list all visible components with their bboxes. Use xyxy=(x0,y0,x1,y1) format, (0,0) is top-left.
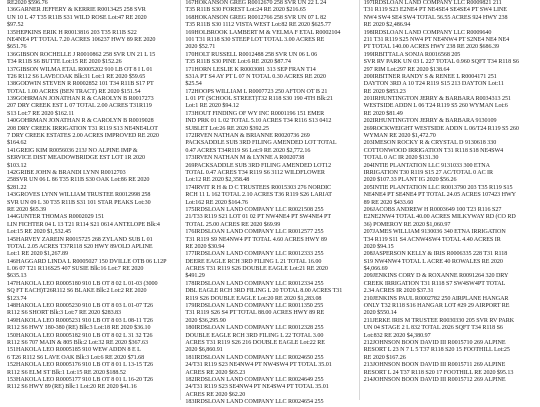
listing-line: Lot:1 RE 2020 $94.12 xyxy=(185,103,239,110)
listing-line: $123.74 xyxy=(7,295,27,302)
listing-line: T34 R119 S11 S4 ACNW4SW4 TOTAL 4.40 ACRES IR xyxy=(363,236,501,243)
listing-line: RE2020 $596.76 xyxy=(7,0,48,6)
listing-line: 180IRDSLOAN LAND COMPANY LLC R0012328 255 xyxy=(185,325,324,332)
listing-line: 175IRDSLOAN LAND COMPANY LLC R0021508 255 xyxy=(185,206,324,213)
listing-line: R112 S6 707 MAIN & 805 Blk:2 Lot:32 RE 2020 $367.63 xyxy=(7,339,148,346)
listing-line: T31 R119 S23 E2NE4 PT NE4SE4 SE4SE4 PT SW4 LINE xyxy=(363,7,507,14)
listing-line: 2020 $550.14 xyxy=(363,310,397,317)
listing-line: 177IRDSLOAN LAND COMPANY LLC R0012333 255 xyxy=(185,251,324,258)
listing-line: WYMAN RE 2020 $1,472.70 xyxy=(363,133,436,140)
listing-line: $97.52 xyxy=(7,22,24,29)
listing-line: 143GROVES LYNN WILLIAM TRUSTEE R0012998 258 xyxy=(7,192,151,199)
listing-line: 269PACKSADDLE SUB 3RD FILING AMENDED LOT12 xyxy=(185,162,332,169)
listing-line: 147HAKOLA LEO R0005180 910 LB OT 8 02 L 01-03 (3000 xyxy=(7,280,158,287)
listing-line: 179IRDSLOAN LAND COMPANY LLC R0011350 255 xyxy=(185,303,324,310)
listing-line: DBL EAGLE RCH 3RD FILING L 20 TOTAL 8.00 ACRES T31 xyxy=(185,288,343,295)
listing-line: $164.62 xyxy=(7,140,27,147)
listing-line: RESORT L 24 T37 R118 S20 17 FOOTHILL RE 2020 $95.13 xyxy=(363,369,514,376)
listing-line: R112 S6 ELM ST Blk:1 Lot:15 RE 2020 $188.52 xyxy=(7,369,126,376)
listing-line: 197IRDSLOAN LAND COMPANY LLC R0009821 211 xyxy=(363,0,502,6)
listing-line: 178IRDSLOAN LAND COMPANY LLC R0012334 255 xyxy=(185,280,324,287)
listing-line: 135HEPKINS ERIK H R0013816 203 T35 R11B S22 xyxy=(7,29,137,36)
listing-line: WESTSIDE ADDN L 06 T24 R119 S5 260 WYMAN Lot:6 xyxy=(363,103,508,110)
listing-line: 148HAKOLA LEO R0005230 910 LB OT 8 03 L 01-07 T26 xyxy=(7,303,154,310)
listing-line: TOTAL 0.47 ACRES T34 R119 S6 3112 WILDFLOWER xyxy=(185,169,325,176)
listing-line: 171HORN LESLIE K R0003081 313 SEP FRAN T14 xyxy=(185,66,316,73)
listing-line: 199IRBITTALA SONJA R0016568 205 xyxy=(363,51,461,58)
listing-line: $651.76 xyxy=(7,44,27,51)
listing-line: 172IRVEN NATHAN & BRIANNE R0020736 269 xyxy=(185,133,310,140)
listing-line: PACKSADDLE SUB 3RD FILING AMENDED LOT TOTAL xyxy=(185,140,337,147)
listing-line: Lot:15 RE 2020 $1,532.45 xyxy=(7,229,71,236)
listing-line: 139GOHRMAN JONATHAN R & CAROLYN B R0017273 xyxy=(7,96,154,103)
listing-line: RE 2020 $853.23 xyxy=(363,88,406,95)
listing-line: 176IRDSLOAN LAND COMPANY LLC R0012577 255 xyxy=(185,229,324,236)
listing-line: 2020 $94.15 xyxy=(363,243,394,250)
listing-line: $491.29 xyxy=(185,273,205,280)
listing-line: 297 RIM Lot:297 RE 2020 $138.64 xyxy=(363,66,450,73)
listing-line: ONLY T32 R118 S16 HANGAR LOT #29 29 AIRPORT RE xyxy=(363,303,510,310)
listing-line: ACRES RE 2020 $62.20 xyxy=(185,391,246,398)
listing-line: 214JOHNSON BOON DAVID III R0015712 269 ALPINE xyxy=(363,376,506,383)
listing-line: 24/T31 R119 S23 SE4NW4 PT NE4SW4 PT TOTAL 35.01 xyxy=(185,384,329,391)
listing-line: R119 S26 DOUBLE EAGLE Lot:20 RE 2020 $1,283.08 xyxy=(185,295,322,302)
listing-line: R112 S6 SHORT Blk:3 Lot:7 RE 2020 $283.83 xyxy=(7,310,122,317)
listing-line: S31A PT S4 AY PT L 07 N TOTAL 0.30 ACRES RE 2020 xyxy=(185,73,326,80)
listing-line: 269ROCKWEIGHT WESTSIDE ADDN L 06/T24 R119 S5 260 xyxy=(363,125,519,132)
listing-line: 170HOLT RUSSELL R0012488 258 SVR UN 06 L 06 xyxy=(185,51,318,58)
listing-line: DEERE EAGLE RCH 3RD FILING L 21 TOTAL 16.00 xyxy=(185,258,322,265)
listing-line: IRRIGATION T30 R119 S15 27 AC/TOTAL 0 AC IR xyxy=(363,169,494,176)
listing-line: UN 04 STAGE 2 L 832 TOTAL 2026 SQFT T34 R118 S6 xyxy=(363,325,503,332)
listing-line: CREEK IRRIGATION T31 R118 S7 SW4SW4PT TOTAL xyxy=(363,280,506,287)
listing-line: 173IRVEN NATHAN M & LYNNE A R0020738 xyxy=(185,155,305,162)
listing-line: DAYTON 3RD A 10 T24 R119 S15 213 DAYTON Lot:11 xyxy=(363,81,504,88)
listing-line: TOTAL 1.00 ACRES (BEN TRACT) RE 2020 $151.54 xyxy=(7,88,141,95)
listing-line: SQ FT EACH)T26R112 S6 BLAKE Blk:2 Lot:2 RE 2020 xyxy=(7,288,147,295)
listing-line: SUBLET Lot:26 RE 2020 $392.25 xyxy=(185,125,269,132)
listing-line: 210JENKINS PAUL R0002782 250 AIRPLANE HANGAR xyxy=(363,295,509,302)
listing-line: 207JAMES WILLIAM 9130036 340 ETNA IRRIGATION xyxy=(363,229,506,236)
listing-line: RE 2020 $167.26 xyxy=(363,354,406,361)
listing-line: $25.54 xyxy=(185,81,202,88)
column-left xyxy=(3,0,180,400)
listing-line: 172HOOPS WILLIAM L R0007723 250 AFTON OT B 21 xyxy=(185,88,328,95)
listing-line: 168HOKANSON GREG R0012766 258 SVR UN 07 L 82 xyxy=(185,14,327,21)
listing-line: S13 Lot:7 RE 2020 $162.11 xyxy=(7,110,75,117)
listing-line: ACRES T31 R119 S26 216 DOUBLE EAGLE Lot:22 RE xyxy=(185,339,325,346)
listing-line: T35 R11B S30 PINE Lot:6 RE 2020 $87.74 xyxy=(185,59,291,66)
listing-line: NE4NE4 PT SE4NE4 PT TOTAL 24.05 ACRES 107423 HWY xyxy=(363,192,516,199)
listing-line: 2020 $52.71 xyxy=(185,44,216,51)
listing-line: 182IRDSLOAN LAND COMPANY LLC R0024649 255 xyxy=(185,376,324,383)
listing-line: 169HOLBROOK LAMBERT M & VELMA F ETAL R0002104 xyxy=(185,29,341,36)
listing-line: 152HAKOLA LEO R0005176 910 LB OT 8 01 L 13-15 T26 xyxy=(7,362,154,369)
listing-line: 208 DRY CREEK IRRIGATION T31 R119 S13 NE4NE4LOT xyxy=(7,125,158,132)
listing-line: L 01 PT (SCHOOL STREET)T32 R118 S30 190 4TH Blk:21 xyxy=(185,96,333,103)
listing-line: 6 T26 R112 S6 LAVE OAK Blk:3 Lot:6 RE 2020 $71.68 xyxy=(7,354,145,361)
listing-line: RCH 11 L 162 TOTAL 2.10 ACRES T36 R119 S26 LARIAT xyxy=(185,192,332,199)
listing-line: L 06 07 T21 R116S25 407 SUSIE Blk:16 Lot:7 RE 2020 xyxy=(7,266,144,273)
listing-line: 36) POMEROY RE 2020 $1,060.97 xyxy=(363,221,451,228)
listing-line: 203IMESON ROCKY R & CRYSTAL D 9130618 330 xyxy=(363,140,497,147)
listing-line: Lot:1 RE 2020 $1,267.89 xyxy=(7,251,68,258)
listing-line: 7 DRY CREEK ESTATES 2.00 ACRES IMPROVED RE 2020 xyxy=(7,133,159,140)
listing-line: 89 RE 2020 $433.60 xyxy=(363,199,414,206)
listing-line: Lot:162 RE 2020 $164.76 xyxy=(185,199,248,206)
listing-line: E2NE2NW4 TOTAL 40.00 ACRES MILKYWAY RD (CO RD xyxy=(363,214,516,221)
listing-line: 258SVR UN 06 L 86 T35 R11B S30 OAK Lot:86 RE 2020 xyxy=(7,177,150,184)
listing-line: R112 S6 HWY 89 (RE) Blk:1 Lot:20 RE 2020 $41.16 xyxy=(7,384,137,391)
listing-line: $635.13 xyxy=(7,273,27,280)
listing-line: 2.34 ACRES IR 2020 $37.31 xyxy=(363,288,434,295)
listing-line: 21/T33 R119 S21 LOT 01 02 PT NW4NE4 PT SW4NE4 PT xyxy=(185,214,331,221)
listing-line: RE 2020 $81.49 xyxy=(363,110,403,117)
listing-line: 24/T31 R119 S23 NE4NW4 PT NW4SW4 PT TOTAL 35.01 xyxy=(185,362,332,369)
listing-line: 137GIBSON WILMA ETAL R0005202 910 LB OT 8 I L 01 xyxy=(7,66,153,73)
listing-line: 101 T31 R118 S30 STEEP LOT TOTAL 3.00 ACRES RE xyxy=(185,36,325,43)
listing-line: R112 S6 HWY 180-380 (RE) Blk:3 Lot:18 RE 2020 $36.10 xyxy=(7,325,151,332)
listing-line: SVR RV PARK UN 03 L 227 TOTAL 0.960 SQFT T34 R118 S6 xyxy=(363,59,519,66)
listing-line: 144GUNTER THOMAS R0002029 151 xyxy=(7,214,105,221)
listing-line: COTTONWOOD IRRIGATION T31 R118 S18 NE4SW4 xyxy=(363,147,504,154)
listing-line: 181IRDSLOAN LAND COMPANY LLC R0024650 255 xyxy=(185,354,324,361)
listing-line: 212JOHNSON BOON DAVID III R0015710 269 ALPINE xyxy=(363,339,506,346)
listing-line: 204INTIE PLANTATION LLC 9131033 300 ETNA xyxy=(363,162,490,169)
listing-line: 149HAKOLA LEO R0005231 910 LB OT 8 03 L 08-11 T26 xyxy=(7,317,153,324)
listing-line: RE 2020 $2,486.94 xyxy=(363,22,411,29)
listing-line: $281.22 xyxy=(7,184,27,191)
listing-line: IND PRK 01 L 02 TOTAL 5.10 ACRES T34 R116 S13 0412 xyxy=(185,118,332,125)
listing-line: 150HAKOLA LEO R0005182 910 LB OT 8 02 L 31 32 T26 xyxy=(7,332,153,339)
listing-line: UN 10 L 47 T35 R11B S31 WILD ROSE Lot:47 RE 2020 xyxy=(7,14,147,21)
listing-line: 207 DRY CREEK EST L 07 TOTAL 2.00 ACRES T31R119 xyxy=(7,103,152,110)
listing-line: 206JACOBS ANDREW H R0003649 100 T23 R116 S27 xyxy=(363,206,502,213)
listing-line: RESORT L 23 N 7 L 5 T37 R118 S20 15 FOOTHILL Lot:25 xyxy=(363,347,510,354)
listing-line: SVR UN 09 L 30 T35 R11B S31 101 STAR PEAKS Lot:30 xyxy=(7,199,151,206)
listing-line: 146HAGGARD LINDA L R0005027 150 DVILLE OTB 06 L12P xyxy=(7,258,167,265)
listing-line: 213JOHNSON BOON DAVID III R0015711 269 ALPINE xyxy=(363,362,506,369)
listing-line: SERVICE DIST MEADOWBRIDGE EST LOT 1R 2020 xyxy=(7,155,145,162)
listing-line: 138GODWIN STEVEN R R0002852 101 T34 R11B S17 PT xyxy=(7,81,154,88)
listing-line: RE 2020 $30.94 xyxy=(185,243,225,250)
listing-line: 141GREIG KIM R0056036 213J NO ALPINE IMP & xyxy=(7,147,138,154)
listing-line: 201IRHUNTINGTON JERRY & BARBARA R0034313 251 xyxy=(363,96,511,103)
listing-line: DOUBLE EAGLE RCH 3RD FILING L 22 TOTAL 3.00 xyxy=(185,332,324,339)
listing-line: 136GARNER JEFFERY & KERRIE R0013425 258 SVR xyxy=(7,7,146,14)
listing-line: 0.47 ACRES T34R119 S6 Lot:9 RE 2020 $2,772.16 xyxy=(185,147,311,154)
listing-line: $103.12 xyxy=(7,162,27,169)
listing-line: TOTAL 25.00 ACRES RE 2020 $69.99 xyxy=(185,221,281,228)
listing-line: 211JERKE IRIS M TRUSTEE R0030330 205 SVR RV PARK xyxy=(363,317,515,324)
listing-line: T31 R119 S9 NE4NW4 PT TOTAL 4.60 ACRES HWY 89 xyxy=(185,236,327,243)
listing-line: 173HOUT FINDING OF WY INC R0001196 151 EMER xyxy=(185,110,325,117)
listing-line: 2020 $6,860.91 xyxy=(185,347,223,354)
listing-line: $4,066.69 xyxy=(363,266,388,273)
listing-line: 136GIBSON ROCHELLE J R0010862 258 SVR UN 21 L 15 xyxy=(7,51,156,58)
listing-line: RE 2020 $65.39 xyxy=(7,206,47,213)
listing-line: T34 R11B S6 BUTTE Lot:15 RE 2020 $152.26 xyxy=(7,59,122,66)
listing-line: NW4 SW4 SE4 SW4 TOTAL 56.55 ACRES 924 HWY 238 xyxy=(363,14,508,21)
listing-line: ACRES T31 R119 S26 DOUBLE EAGLE Lot:21 RE 2020 xyxy=(185,266,328,273)
listing-line: T31 R119 S26 S4 PT TOTAL 88.00 ACRES HWY 89 RE xyxy=(185,310,325,317)
listing-line: 167HOKANSON GREG R0012670 258 SVR UN 22 L 24 xyxy=(185,0,327,6)
listing-line: 145HARVEY ZAREIN R0015725 268 ZYLAND SUB L 01 xyxy=(7,236,153,243)
listing-line: 183IRDSLOAN LAND COMPANY LLC R0024654 255 xyxy=(185,399,324,406)
listing-line: Lot:12 RE 2020 $2,358.48 xyxy=(185,177,250,184)
listing-line: 2020 $36,295.90 xyxy=(185,317,226,324)
listing-line: 200IRBITNER RANDY S & RENEE L R0004171 251 xyxy=(363,73,497,80)
listing-line: T26 R112 S6 LAVECOAK Blk:31 Lot:1 RE 2020 $59.65 xyxy=(7,73,146,80)
listing-line: PT TOTAL 140.00 ACRES HWY 238 RE 2020 $686.39 xyxy=(363,44,499,51)
listing-line: 140GOHRMAN JONATHAN R & CAROLYN B R0019028 xyxy=(7,118,154,125)
listing-line: 153HAKOLA LEO R0005177 910 LB OT 8 01 L 16-20 T26 xyxy=(7,376,154,383)
listing-line: NE4NE4 PT TOTAL 7.20 ACRES 106237 HWY 89 RE 2020 xyxy=(7,36,156,43)
listing-line: 208JASPERSON KELLY & IRIS R0006335 228 T31 R118 xyxy=(363,251,508,258)
listing-line: 2020 $107.33 PLANT IG 2020 $56.26 xyxy=(363,177,457,184)
listing-line: S19 NW4NW4 TOTAL L ACRE 40 ROWALES RE 2020 xyxy=(363,258,503,265)
column-right xyxy=(359,0,537,400)
listing-line: T35 R11B S30 1112 VISTA WEST Lot:82 RE 2020 $625.77 xyxy=(185,22,331,29)
listing-line: T35 R11B S30 FOREST Lot:24 RE 2020 $216.65 xyxy=(185,7,306,14)
listing-line: 151HAKOLA LEO R0005185 910 WEW ADDN 8 E L xyxy=(7,347,141,354)
listing-line: ACRES RE 2020 $65.23 xyxy=(185,369,246,376)
listing-line: 202IRHUNTINGTON JERRY & BARBARA 9130109 xyxy=(363,118,497,125)
listing-line: Lot:832 RE 2020 $4,380.97 xyxy=(363,332,431,339)
listing-line: LIN FICHTER 04 L 13 T21 R114 S21 0614 ANTELOPE Blk:4 xyxy=(7,221,160,228)
listing-line: 198IRDSLOAN LAND COMPANY LLC R0009640 xyxy=(363,29,492,36)
listing-line: 205INTIE PLANTATION LLC R0013790 203 T35 R119 S15 xyxy=(363,184,513,191)
listing-line: 209JENKINS CORY D & ROXANNE R0091264 320 DRY xyxy=(363,273,509,280)
listing-line: 174IRVIT R H & D C TRUSTEES R0015303 276 NORDIC xyxy=(185,184,332,191)
listing-line: TOTAL 0 AC IR 2020 $131.30 xyxy=(363,155,439,162)
listing-line: TOTAL 2.05 ACRES T37R118 S20 HWY 89/OLD APLINE xyxy=(7,243,153,250)
column-middle xyxy=(180,0,358,406)
listing-line: 211 T31 R119 S25 NW4 PT NE4NW4 PT S2NE4 NE4 NE4 xyxy=(363,36,510,43)
listing-line: 142GRIBE JOHN & BRANDI LYNN R0012703 xyxy=(7,169,126,176)
